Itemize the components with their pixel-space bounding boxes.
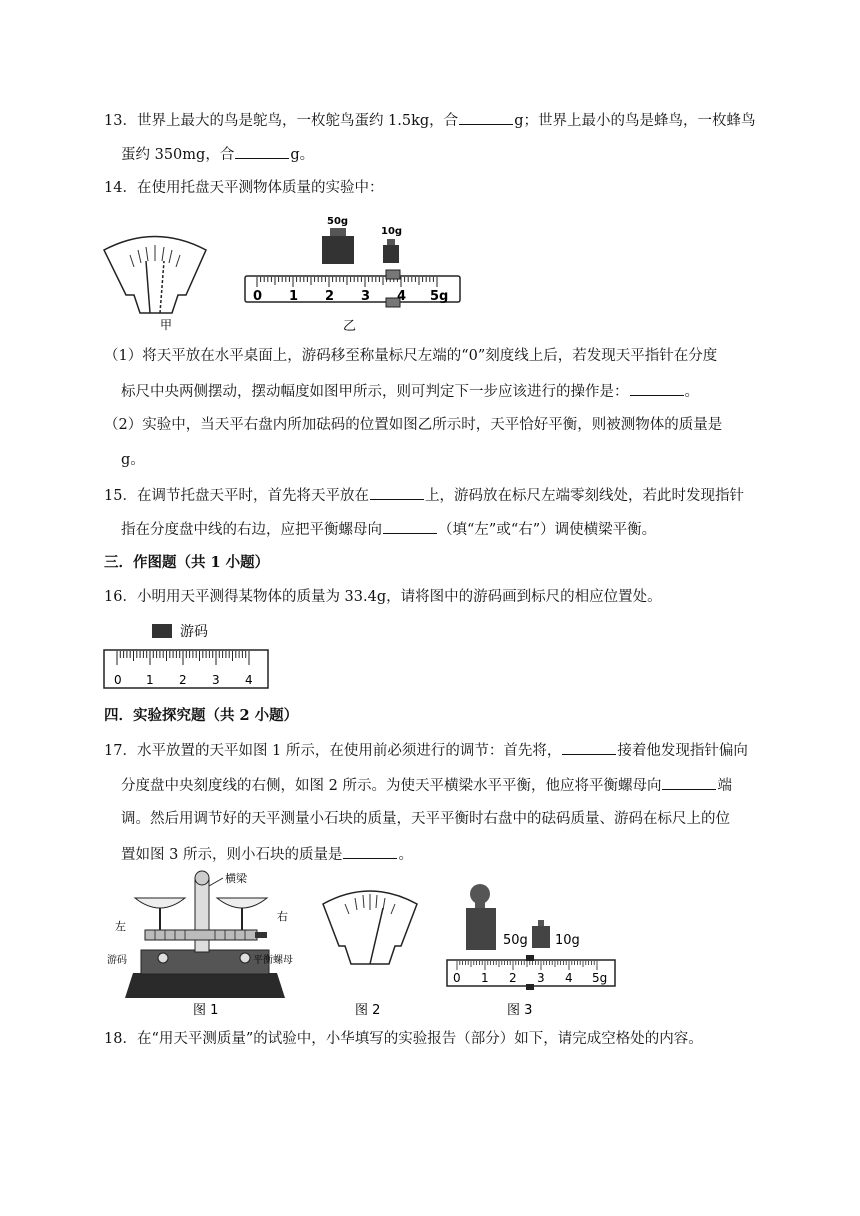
q15-blank-2[interactable] [383, 519, 437, 534]
q13-text-b: g；世界上最小的鸟是蜂鸟，一枚蜂鸟 [514, 113, 756, 129]
q14-weight-50g-label: 50g [327, 216, 349, 227]
q17-fig1-balance [107, 871, 293, 1018]
q17-line3: 调。然后用调节好的天平测量小石块的质量，天平平衡时右盘中的砝码质量、游码在标尺上的位 [121, 811, 730, 827]
q17-text-c: 分度盘中央刻度线的右侧，如图 2 所示。为使天平横梁水平平衡，他应将平衡螺母向 [121, 778, 662, 794]
q13-line2 [121, 144, 314, 165]
q17-blank-1[interactable] [562, 740, 616, 755]
q14-scale-3: 3 [361, 289, 371, 304]
q17-fig1-left-label: 左 [115, 920, 126, 933]
q17-fig3-scale-0: 0 [453, 971, 461, 985]
q17-fig3-scale-5g: 5g [592, 971, 608, 985]
q14-fig-jia-label: 甲 [160, 318, 173, 332]
q17-figures [105, 868, 625, 1018]
q13-line1 [104, 110, 755, 131]
q17-fig3-scale-1: 1 [481, 971, 489, 985]
q17-line1 [104, 740, 748, 761]
q17-line2 [121, 775, 732, 796]
q16-scale-4: 4 [245, 673, 253, 687]
q17-fig1-beam-label: 横梁 [225, 872, 247, 885]
q15-text-c: 指在分度盘中线的右边，应把平衡螺母向 [121, 522, 382, 538]
q17-fig3-scale-3: 3 [537, 971, 545, 985]
section-4-heading: 四．实验探究题（共 2 小题） [104, 707, 299, 724]
q14-blank-1[interactable] [630, 381, 684, 396]
q14-fig-jia [100, 225, 210, 335]
q13-blank-2[interactable] [235, 144, 289, 159]
q17-text-d: 端 [717, 778, 732, 794]
q17-fig3-weight-50g-label: 50g [503, 933, 528, 948]
q16-legend-label: 游码 [180, 624, 208, 640]
q13-text-d: g。 [290, 147, 315, 163]
q16-scale-2: 2 [179, 673, 187, 687]
q17-line4 [121, 844, 413, 865]
q15-text-d: （填“左”或“右”）调使横梁平衡。 [438, 522, 657, 538]
q17-blank-2[interactable] [662, 775, 716, 790]
q17-fig2-dial [323, 891, 417, 1018]
q17-fig3 [447, 884, 615, 1018]
q15-text-b: 上，游码放在标尺左端零刻线处，若此时发现指针 [424, 488, 744, 504]
q13-blank-1[interactable] [459, 110, 513, 125]
q14-scale-0: 0 [253, 289, 263, 304]
section-3-heading: 三．作图题（共 1 小题） [104, 554, 270, 571]
q17-fig1-right-label: 右 [277, 910, 288, 923]
q17-text-b: 接着他发现指针偏向 [617, 743, 748, 759]
q15-line1 [104, 485, 744, 506]
q17-fig2-caption: 图 2 [355, 1003, 381, 1018]
q13-text-c: 蛋约 350mg，合 [121, 147, 235, 163]
q15-text-a: 15．在调节托盘天平时，首先将天平放在 [104, 488, 369, 504]
q15-blank-1[interactable] [370, 485, 424, 500]
q14-scale-1: 1 [289, 289, 299, 304]
q17-text-a: 17．水平放置的天平如图 1 所示，在使用前必须进行的调节：首先将， [104, 743, 562, 759]
q17-blank-3[interactable] [343, 844, 397, 859]
q14-p1-text: 标尺中央两侧摆动，摆动幅度如图甲所示，则可判定下一步应该进行的操作是： [121, 384, 629, 400]
q17-fig1-nut-label: 平衡螺母 [253, 955, 293, 966]
q14-fig-yi-label: 乙 [343, 319, 357, 334]
q14-p1-line1: （1）将天平放在水平桌面上，游码移至称量标尺左端的“0”刻度线上后，若发现天平指针在分度 [104, 348, 718, 364]
q17-fig3-scale-4: 4 [565, 971, 573, 985]
q16-scale-0: 0 [114, 673, 122, 687]
q16-figure [100, 616, 272, 692]
q14-stem: 14．在使用托盘天平测物体质量的实验中： [104, 180, 384, 196]
q14-scale-4: 4 [397, 289, 407, 304]
q14-p2-line1: （2）实验中，当天平右盘内所加砝码的位置如图乙所示时，天平恰好平衡，则被测物体的质量是 [104, 417, 723, 433]
q13-text-a: 13．世界上最大的鸟是鸵鸟，一枚鸵鸟蛋约 1.5kg，合 [104, 113, 459, 129]
q14-scale-2: 2 [325, 289, 335, 304]
q14-scale-5g: 5g [430, 289, 449, 304]
q18-stem: 18．在“用天平测质量”的试验中，小华填写的实验报告（部分）如下，请完成空格处的内容。 [104, 1031, 703, 1047]
q17-fig3-scale-2: 2 [509, 971, 517, 985]
q17-fig3-caption: 图 3 [507, 1003, 533, 1018]
q16-rider-legend-swatch [152, 624, 172, 638]
q17-fig3-weight-10g-label: 10g [555, 933, 580, 948]
q17-fig1-rider-label: 游码 [107, 955, 127, 966]
q17-text-e: 置如图 3 所示，则小石块的质量是 [121, 847, 343, 863]
q17-text-f: 。 [398, 847, 413, 863]
q14-p1-end: 。 [684, 384, 699, 400]
q14-weight-10g-label: 10g [381, 226, 403, 237]
q16-scale-1: 1 [146, 673, 154, 687]
q17-fig1-caption: 图 1 [193, 1003, 219, 1018]
q16-stem: 16．小明用天平测得某物体的质量为 33.4g，请将图中的游码画到标尺的相应位置处。 [104, 589, 662, 605]
q14-p1-line2 [121, 381, 699, 402]
q14-fig-yi [240, 212, 465, 337]
q14-p2-line2: g。 [121, 452, 145, 468]
q16-scale-3: 3 [212, 673, 220, 687]
q15-line2 [121, 519, 656, 540]
